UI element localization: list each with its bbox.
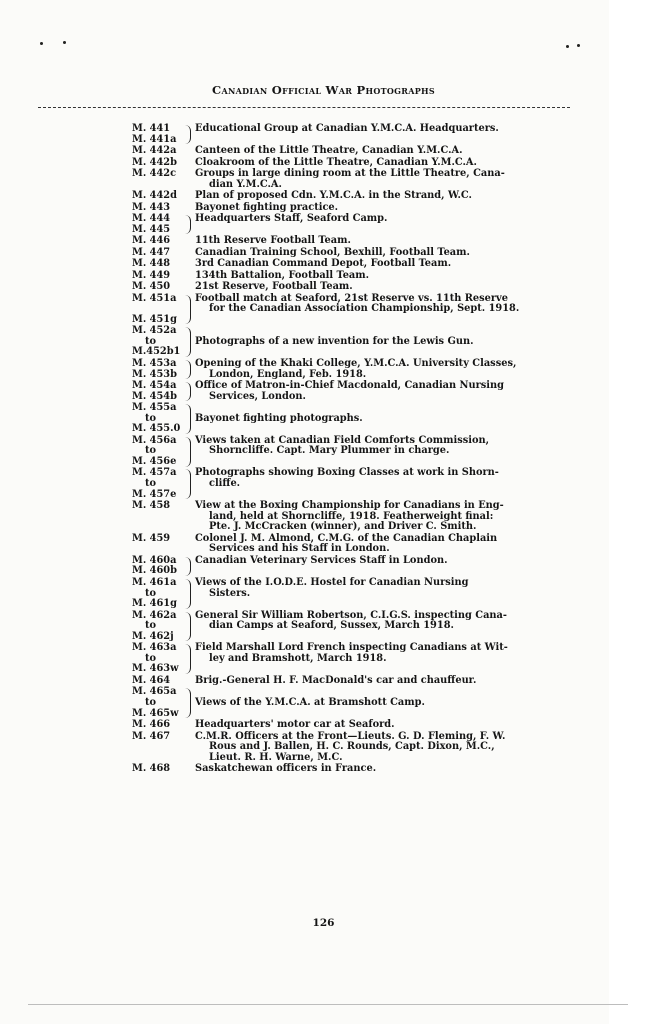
- photo-catalogue-list: [132, 124, 577, 776]
- entry-code: M. 463a: [132, 642, 177, 654]
- entry-code: M. 441a: [132, 133, 177, 145]
- entry-codes: [132, 468, 184, 500]
- entry-description: [195, 214, 577, 235]
- entry-description-line: Canadian Veterinary Services Staff in London.: [195, 554, 448, 566]
- entry-description-line: C.M.R. Officers at the Front—Lieuts. G. D. Fleming, F. W.: [195, 730, 506, 742]
- entry-description-line: Saskatchewan officers in France.: [195, 763, 377, 775]
- entry-description-line: Services and his Staff in London.: [209, 543, 390, 555]
- entry-description: [195, 611, 577, 643]
- entry-code: M. 443: [132, 201, 171, 213]
- entry-codes: [132, 359, 184, 380]
- catalogue-entry: [132, 720, 577, 731]
- entry-brace: [185, 469, 191, 499]
- entry-code: M. 462j: [132, 630, 174, 642]
- entry-description: [195, 764, 577, 775]
- entry-description-line: Photographs showing Boxing Classes at work in Shorn-: [195, 467, 499, 479]
- entry-description: [195, 124, 577, 145]
- entry-description-line: [195, 566, 577, 577]
- entry-description: [195, 259, 577, 270]
- entry-description-line: [195, 347, 577, 358]
- entry-code: M. 452a: [132, 325, 177, 337]
- entry-description: [195, 436, 577, 468]
- entry-brace: [185, 327, 191, 357]
- entry-description: [195, 468, 577, 500]
- entry-code: M. 456a: [132, 434, 177, 446]
- entry-description: [195, 687, 577, 719]
- entry-description-line: Lieut. R. H. Warne, M.C.: [209, 751, 343, 763]
- entry-description-line: 3rd Canadian Command Depot, Football Team.: [195, 258, 452, 270]
- entry-description-line: View at the Boxing Championship for Canadians in Eng-: [195, 500, 504, 512]
- catalogue-entry: [132, 501, 577, 533]
- entry-code: M. 456e: [132, 455, 177, 467]
- entry-description: [195, 146, 577, 157]
- entry-codes: [132, 534, 184, 545]
- entry-brace: [185, 579, 191, 609]
- entry-description-line: Headquarters' motor car at Seaford.: [195, 719, 395, 731]
- entry-description: [195, 326, 577, 358]
- catalogue-entry: [132, 259, 577, 270]
- catalogue-entry: [132, 556, 577, 577]
- entry-codes: [132, 643, 184, 675]
- catalogue-entry: [132, 359, 577, 380]
- entry-description: [195, 732, 577, 764]
- entry-codes: [132, 271, 184, 282]
- entry-description-line: dian Camps at Seaford, Sussex, March 1918.: [209, 620, 454, 632]
- entry-description-line: Views taken at Canadian Field Comforts Commission,: [195, 434, 490, 446]
- entry-code: M. 455a: [132, 402, 177, 414]
- entry-code: M. 444: [132, 213, 171, 225]
- entry-codes: [132, 191, 184, 202]
- entry-description-line: Bayonet fighting photographs.: [195, 412, 363, 424]
- entry-codes: [132, 203, 184, 214]
- catalogue-entry: [132, 326, 577, 358]
- entry-brace: [185, 295, 191, 325]
- scan-speck: [63, 41, 66, 44]
- entry-codes: [132, 146, 184, 157]
- entry-code: M. 442c: [132, 168, 177, 180]
- entry-code: M. 455.0: [132, 423, 181, 435]
- entry-brace: [185, 382, 191, 401]
- entry-codes: [132, 236, 184, 247]
- entry-description-line: Photographs of a new invention for the Lewis Gun.: [195, 335, 474, 347]
- page-header-title: Canadian Official War Photographs: [212, 83, 435, 97]
- entry-code: M. 464: [132, 674, 171, 686]
- entry-description-line: London, England, Feb. 1918.: [209, 368, 367, 380]
- bottom-edge-rule: [28, 1004, 628, 1005]
- entry-code: to: [145, 412, 157, 424]
- entry-code: to: [145, 478, 157, 490]
- catalogue-entry: [132, 203, 577, 214]
- entry-codes: [132, 611, 184, 643]
- entry-description-line: Bayonet fighting practice.: [195, 201, 339, 213]
- entry-description-line: 134th Battalion, Football Team.: [195, 269, 370, 281]
- catalogue-entry: [132, 146, 577, 157]
- entry-codes: [132, 381, 184, 402]
- entry-description-line: Pte. J. McCracken (winner), and Driver C. Smith.: [209, 521, 477, 533]
- entry-code: M. 453a: [132, 357, 177, 369]
- entry-code: M. 457a: [132, 467, 177, 479]
- entry-code: M. 463w: [132, 663, 179, 675]
- entry-code: to: [145, 652, 157, 664]
- entry-description: [195, 169, 577, 190]
- entry-description-line: Field Marshall Lord French inspecting Canadians at Wit-: [195, 642, 508, 654]
- entry-description: [195, 403, 577, 435]
- catalogue-entry: [132, 578, 577, 610]
- entry-code: M. 458: [132, 500, 171, 512]
- entry-description-line: Groups in large dining room at the Little Theatre, Cana-: [195, 168, 505, 180]
- entry-codes: [132, 282, 184, 293]
- catalogue-entry: [132, 436, 577, 468]
- entry-codes: [132, 294, 184, 326]
- entry-description: [195, 158, 577, 169]
- entry-code: M. 442b: [132, 156, 177, 168]
- catalogue-entry: [132, 124, 577, 145]
- entry-description: [195, 381, 577, 402]
- entry-code: M. 446: [132, 235, 171, 247]
- entry-description-line: Canteen of the Little Theatre, Canadian Y.M.C.A.: [195, 145, 463, 157]
- entry-code: M. 451a: [132, 292, 177, 304]
- catalogue-entry: [132, 643, 577, 675]
- catalogue-entry: [132, 534, 577, 555]
- entry-code: M. 466: [132, 719, 171, 731]
- entry-codes: [132, 124, 184, 145]
- entry-description: [195, 556, 577, 577]
- entry-codes: [132, 687, 184, 719]
- entry-codes: [132, 556, 184, 577]
- entry-description: [195, 578, 577, 610]
- entry-description: [195, 359, 577, 380]
- entry-code: M. 442d: [132, 190, 177, 202]
- entry-description: [195, 203, 577, 214]
- entry-description-line: Shorncliffe. Capt. Mary Plummer in charge.: [209, 445, 450, 457]
- catalogue-entry: [132, 191, 577, 202]
- entry-description: [195, 271, 577, 282]
- catalogue-entry: [132, 381, 577, 402]
- entry-description-line: [195, 632, 577, 643]
- entry-description: [195, 720, 577, 731]
- entry-code: M. 451g: [132, 313, 177, 325]
- entry-brace: [185, 404, 191, 434]
- entry-code: M. 441: [132, 123, 171, 134]
- entry-code: M. 459: [132, 532, 171, 544]
- entry-codes: [132, 248, 184, 259]
- entry-description-line: [195, 599, 577, 610]
- entry-description-line: Colonel J. M. Almond, C.M.G. of the Canadian Chaplain: [195, 532, 498, 544]
- entry-code: to: [145, 445, 157, 457]
- entry-description-line: cliffe.: [209, 478, 241, 490]
- entry-brace: [185, 688, 191, 718]
- catalogue-entry: [132, 248, 577, 259]
- entry-brace: [185, 644, 191, 674]
- catalogue-entry: [132, 764, 577, 775]
- catalogue-entry: [132, 236, 577, 247]
- entry-code: M. 468: [132, 763, 171, 775]
- entry-description: [195, 501, 577, 533]
- scan-margin: [609, 0, 647, 1024]
- entry-code: M. 445: [132, 223, 171, 235]
- entry-codes: [132, 732, 184, 743]
- catalogue-entry: [132, 282, 577, 293]
- entry-code: to: [145, 697, 157, 709]
- catalogue-entry: [132, 271, 577, 282]
- entry-codes: [132, 326, 184, 358]
- entry-codes: [132, 578, 184, 610]
- scan-speck: [566, 45, 569, 48]
- entry-description-line: for the Canadian Association Championship, Sept. 1918.: [209, 303, 520, 315]
- entry-codes: [132, 720, 184, 731]
- entry-code: M. 453b: [132, 368, 177, 380]
- catalogue-entry: [132, 732, 577, 764]
- entry-description: [195, 236, 577, 247]
- entry-description: [195, 294, 577, 326]
- entry-description-line: Views of the I.O.D.E. Hostel for Canadian Nursing: [195, 576, 469, 588]
- entry-description: [195, 534, 577, 555]
- entry-description-line: [195, 709, 577, 720]
- entry-description-line: ley and Bramshott, March 1918.: [209, 652, 387, 664]
- entry-code: M. 462a: [132, 609, 177, 621]
- catalogue-entry: [132, 611, 577, 643]
- entry-code: M. 467: [132, 730, 171, 742]
- catalogue-entry: [132, 158, 577, 169]
- entry-code: M. 449: [132, 269, 171, 281]
- entry-codes: [132, 501, 184, 512]
- entry-codes: [132, 158, 184, 169]
- entry-code: M. 442a: [132, 145, 177, 157]
- entry-code: M.452b1: [132, 346, 181, 358]
- entry-description-line: dian Y.M.C.A.: [209, 178, 282, 190]
- entry-code: to: [145, 587, 157, 599]
- entry-description-line: 21st Reserve, Football Team.: [195, 281, 353, 293]
- entry-brace: [185, 437, 191, 467]
- entry-codes: [132, 676, 184, 687]
- entry-description-line: Office of Matron-in-Chief Macdonald, Canadian Nursing: [195, 380, 505, 392]
- entry-brace: [185, 557, 191, 576]
- entry-code: to: [145, 620, 157, 632]
- entry-description-line: Opening of the Khaki College, Y.M.C.A. University Classes,: [195, 357, 517, 369]
- entry-description-line: Headquarters Staff, Seaford Camp.: [195, 213, 388, 225]
- catalogue-entry: [132, 468, 577, 500]
- entry-code: M. 465a: [132, 686, 177, 698]
- entry-codes: [132, 403, 184, 435]
- entry-description: [195, 643, 577, 675]
- catalogue-entry: [132, 169, 577, 190]
- catalogue-entry: [132, 214, 577, 235]
- entry-brace: [185, 215, 191, 234]
- entry-code: M. 457e: [132, 488, 177, 500]
- page-number: 126: [312, 917, 335, 929]
- catalogue-entry: [132, 403, 577, 435]
- entry-code: M. 454a: [132, 380, 177, 392]
- entry-description-line: [195, 315, 577, 326]
- scan-speck: [577, 44, 580, 47]
- entry-description-line: [195, 424, 577, 435]
- header-rule: [38, 107, 570, 108]
- entry-description: [195, 248, 577, 259]
- entry-codes: [132, 169, 184, 180]
- entry-code: M. 454b: [132, 390, 177, 402]
- entry-description-line: Views of the Y.M.C.A. at Bramshott Camp.: [195, 697, 425, 709]
- scan-speck: [40, 42, 43, 45]
- entry-description: [195, 676, 577, 687]
- entry-codes: [132, 214, 184, 235]
- entry-description-line: Brig.-General H. F. MacDonald's car and chauffeur.: [195, 674, 477, 686]
- entry-description-line: Sisters.: [209, 587, 251, 599]
- entry-code: M. 460b: [132, 565, 177, 577]
- entry-brace: [185, 612, 191, 642]
- entry-description-line: Rous and J. Ballen, H. C. Rounds, Capt. Dixon, M.C.,: [209, 741, 495, 753]
- entry-description-line: [195, 457, 577, 468]
- entry-description-line: [195, 664, 577, 675]
- entry-description-line: Football match at Seaford, 21st Reserve vs. 11th Reserve: [195, 292, 508, 304]
- entry-description-line: Plan of proposed Cdn. Y.M.C.A. in the Strand, W.C.: [195, 190, 472, 202]
- catalogue-entry: [132, 687, 577, 719]
- entry-code: M. 465w: [132, 707, 179, 719]
- catalogue-entry: [132, 294, 577, 326]
- catalogue-entry: [132, 676, 577, 687]
- entry-description-line: Educational Group at Canadian Y.M.C.A. Headquarters.: [195, 123, 499, 134]
- entry-codes: [132, 764, 184, 775]
- entry-code: M. 450: [132, 281, 171, 293]
- entry-code: M. 448: [132, 258, 171, 270]
- entry-description: [195, 282, 577, 293]
- entry-brace: [185, 125, 191, 144]
- entry-code: M. 447: [132, 246, 171, 258]
- entry-description-line: Cloakroom of the Little Theatre, Canadian Y.M.C.A.: [195, 156, 477, 168]
- entry-code: to: [145, 335, 157, 347]
- entry-description-line: General Sir William Robertson, C.I.G.S. inspecting Cana-: [195, 609, 507, 621]
- entry-code: M. 461g: [132, 598, 177, 610]
- entry-codes: [132, 259, 184, 270]
- entry-description-line: [195, 225, 577, 236]
- entry-description-line: [195, 490, 577, 501]
- entry-code: M. 460a: [132, 554, 177, 566]
- entry-description-line: [195, 135, 577, 146]
- entry-brace: [185, 360, 191, 379]
- entry-description-line: 11th Reserve Football Team.: [195, 235, 351, 247]
- entry-description-line: land, held at Shorncliffe, 1918. Featherweight final:: [209, 510, 494, 522]
- entry-codes: [132, 436, 184, 468]
- entry-description: [195, 191, 577, 202]
- entry-code: M. 461a: [132, 576, 177, 588]
- entry-description-line: Services, London.: [209, 390, 306, 402]
- entry-description-line: Canadian Training School, Bexhill, Football Team.: [195, 246, 470, 258]
